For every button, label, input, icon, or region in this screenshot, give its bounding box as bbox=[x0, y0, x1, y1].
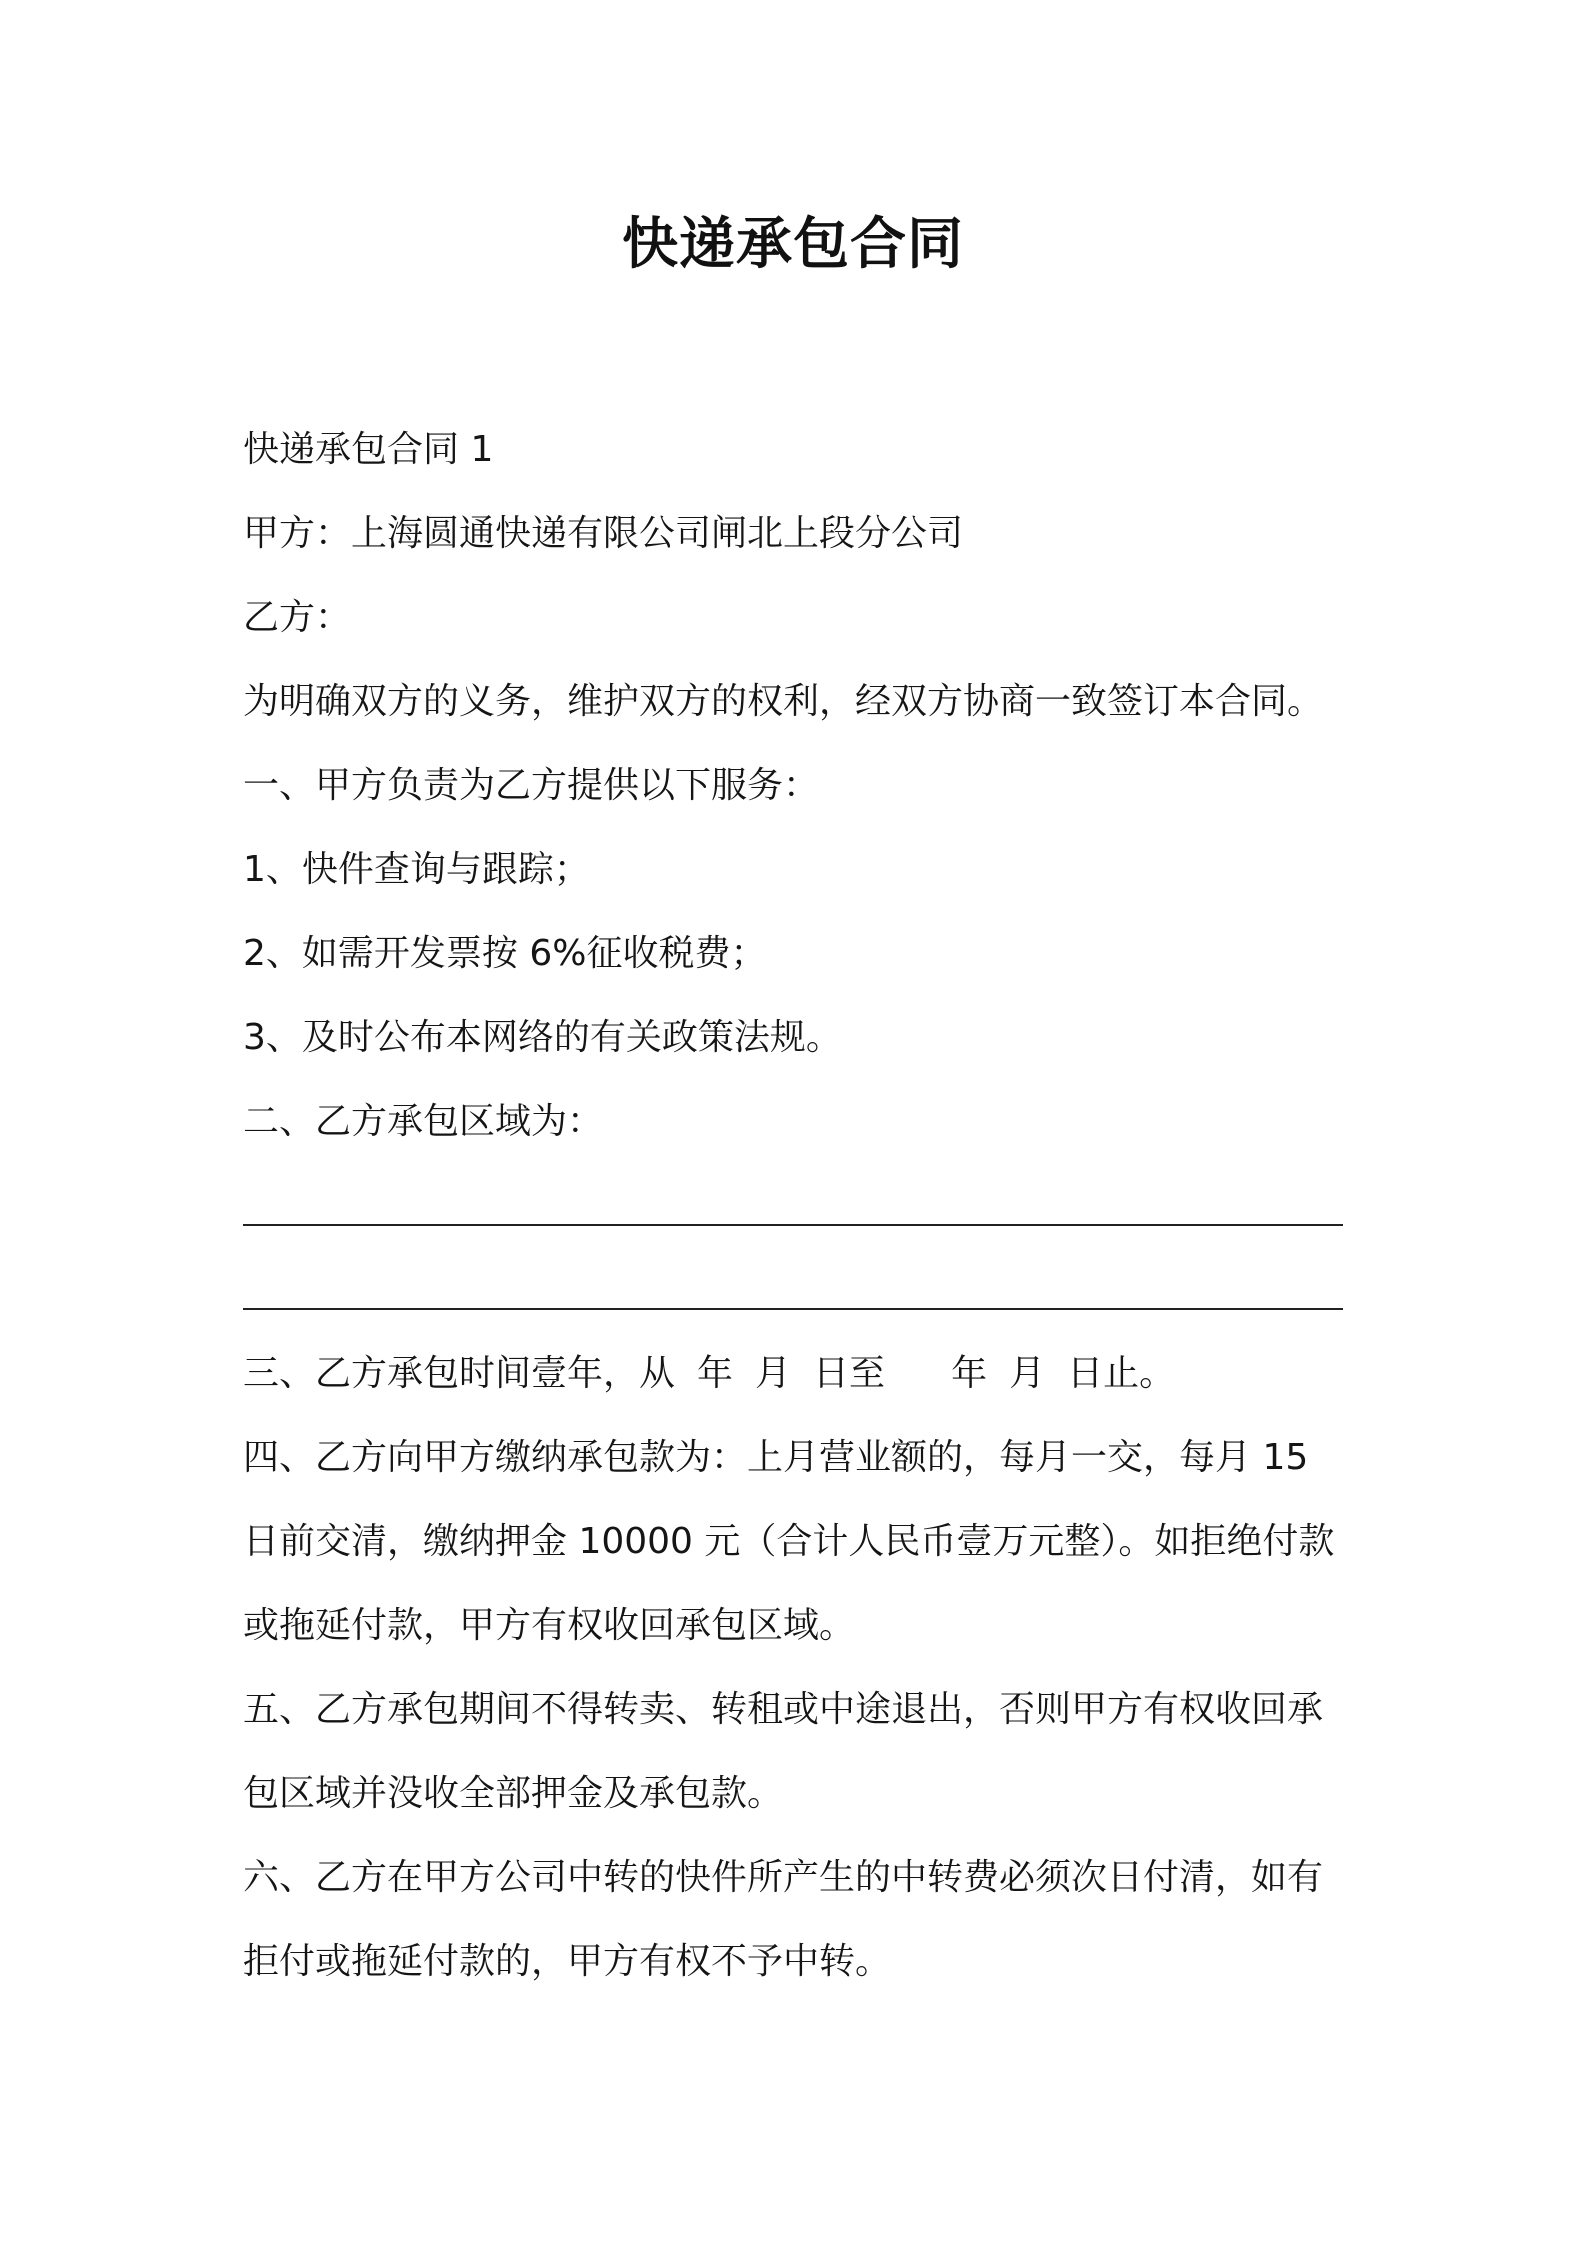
section1-item1: 1、快件查询与跟踪； bbox=[243, 849, 590, 890]
document-body bbox=[243, 408, 1363, 2004]
section1-item3: 3、及时公布本网络的有关政策法规。 bbox=[243, 1017, 842, 1058]
section1-item2: 2、如需开发票按 6%征收税费； bbox=[243, 933, 767, 974]
section4-line2: 日前交清，缴纳押金 10000 元（合计人民币壹万元整）。如拒绝付款 bbox=[243, 1521, 1335, 1562]
section3-day-end: 日止。 bbox=[1067, 1353, 1176, 1394]
section4-line1: 四、乙方向甲方缴纳承包款为：上月营业额的，每月一交，每月 15 bbox=[243, 1437, 1309, 1478]
party-a: 甲方：上海圆通快递有限公司闸北上段分公司 bbox=[243, 513, 964, 554]
section4-line3: 或拖延付款，甲方有权收回承包区域。 bbox=[243, 1605, 856, 1646]
section3-day-to: 日至 bbox=[813, 1353, 886, 1394]
section6-line1: 六、乙方在甲方公司中转的快件所产生的中转费必须次日付清，如有 bbox=[243, 1857, 1324, 1898]
section3-lead: 三、乙方承包时间壹年，从 bbox=[243, 1353, 676, 1394]
subtitle: 快递承包合同 1 bbox=[243, 429, 494, 470]
section3 bbox=[243, 1332, 1363, 1416]
area-fill-line-2 bbox=[243, 1248, 1363, 1332]
section5-line2: 包区域并没收全部押金及承包款。 bbox=[243, 1773, 784, 1814]
section1-heading: 一、甲方负责为乙方提供以下服务： bbox=[243, 765, 820, 806]
section3-month1: 月 bbox=[755, 1353, 792, 1394]
preamble: 为明确双方的义务，维护双方的权利，经双方协商一致签订本合同。 bbox=[243, 681, 1324, 722]
underline-rule bbox=[243, 1308, 1343, 1310]
document-title: 快递承包合同 bbox=[622, 212, 964, 277]
area-fill-line-1 bbox=[243, 1164, 1363, 1248]
section3-year1: 年 bbox=[697, 1353, 734, 1394]
section2-heading: 二、乙方承包区域为： bbox=[243, 1101, 604, 1142]
section3-year2: 年 bbox=[951, 1353, 988, 1394]
section3-month2: 月 bbox=[1009, 1353, 1046, 1394]
underline-rule bbox=[243, 1224, 1343, 1226]
section5-line1: 五、乙方承包期间不得转卖、转租或中途退出，否则甲方有权收回承 bbox=[243, 1689, 1324, 1730]
party-b: 乙方： bbox=[243, 597, 352, 638]
section6-line2: 拒付或拖延付款的，甲方有权不予中转。 bbox=[243, 1941, 892, 1982]
